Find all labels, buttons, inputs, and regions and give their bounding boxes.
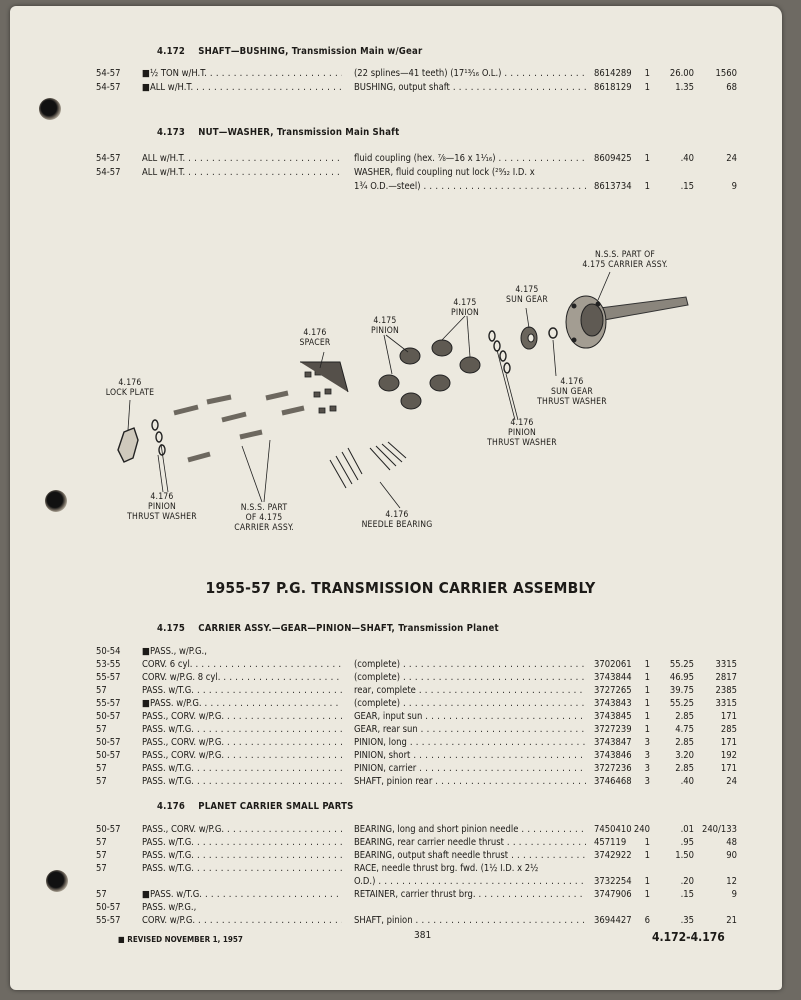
table-row — [0, 659, 801, 671]
total-cell: 9 — [731, 889, 737, 900]
table-row — [0, 685, 801, 697]
quantity-cell: 1 — [644, 82, 650, 93]
price-cell: 1.35 — [675, 82, 694, 93]
total-cell: 171 — [720, 711, 737, 722]
total-cell: 3315 — [715, 659, 737, 670]
application-cell: ■PASS., w/P.G., — [142, 646, 207, 657]
label-nss-carrier — [570, 250, 680, 270]
label-line: THRUST WASHER — [487, 438, 557, 448]
application-cell: PASS. w/T.G. . . . — [142, 763, 342, 774]
section-number: 4.173 — [157, 127, 186, 138]
total-cell: 171 — [720, 763, 737, 774]
price-cell: 55.25 — [669, 698, 694, 709]
price-cell: .20 — [680, 876, 694, 887]
year-cell: 55-57 — [96, 915, 121, 926]
total-cell: 24 — [726, 153, 737, 164]
section-number: 4.172 — [157, 46, 186, 57]
application-cell: PASS. w/T.G. . . . — [142, 837, 342, 848]
price-cell: 2.85 — [675, 737, 694, 748]
part-number-cell: 3727236 — [594, 763, 632, 774]
label-line: 4.176 — [118, 378, 142, 388]
year-cell: 50-57 — [96, 750, 121, 761]
table-row — [0, 763, 801, 775]
spacer-drawing — [300, 362, 348, 413]
total-cell: 2385 — [715, 685, 737, 696]
part-number-cell: 8609425 — [594, 153, 632, 164]
application-cell: PASS., CORV. w/P.G. . . . — [142, 824, 342, 835]
description-cell: O.D.) . . . — [354, 876, 586, 887]
label-line: PINION — [370, 326, 400, 336]
year-cell: 50-57 — [96, 711, 121, 722]
label-line: SPACER — [299, 338, 331, 348]
label-line: PINION — [147, 502, 177, 512]
pinion-shafts-drawing — [174, 393, 304, 460]
year-cell: 54-57 — [96, 153, 121, 164]
description-cell: PINION, short . . . — [354, 750, 586, 761]
quantity-cell: 3 — [644, 737, 650, 748]
page-title: 1955-57 P.G. TRANSMISSION CARRIER ASSEMBLY — [205, 579, 596, 597]
description-cell: GEAR, input sun . . . — [354, 711, 586, 722]
application-cell: ■ALL w/H.T. . . . — [142, 82, 342, 93]
table-row — [0, 837, 801, 849]
table-row — [0, 889, 801, 901]
year-cell: 55-57 — [96, 698, 121, 709]
year-cell: 57 — [96, 850, 107, 861]
application-cell: ■½ TON w/H.T. . . . — [142, 68, 342, 79]
section-4175-heading — [157, 623, 499, 634]
description-cell: BEARING, rear carrier needle thrust . . . — [354, 837, 586, 848]
total-cell: 9 — [731, 181, 737, 192]
label-sun-gear — [500, 285, 554, 305]
quantity-cell: 1 — [644, 659, 650, 670]
label-lock-plate — [98, 378, 162, 398]
application-cell: ■PASS. w/T.G. . . . — [142, 889, 342, 900]
table-row — [0, 863, 801, 875]
table-row — [0, 876, 801, 888]
total-cell: 90 — [726, 850, 737, 861]
part-number-cell: 457119 — [594, 837, 627, 848]
label-line: 4.176 — [510, 418, 534, 428]
carrier-shaft-drawing — [566, 296, 688, 348]
label-line: NEEDLE BEARING — [361, 520, 433, 530]
label-line: SUN GEAR — [551, 387, 593, 397]
description-cell: PINION, long . . . — [354, 737, 586, 748]
description-cell: BEARING, output shaft needle thrust . . . — [354, 850, 586, 861]
price-cell: .95 — [680, 837, 694, 848]
application-cell: PASS. w/T.G. . . . — [142, 863, 342, 874]
part-number-cell: 3746468 — [594, 776, 632, 787]
year-cell: 57 — [96, 776, 107, 787]
table-row — [0, 824, 801, 836]
total-cell: 285 — [720, 724, 737, 735]
description-cell: 1¾ O.D.—steel) . . . — [354, 181, 586, 192]
label-line: 4.176 — [150, 492, 174, 502]
section-subtitle: Transmission Main Shaft — [276, 127, 400, 138]
label-line: 4.175 — [373, 316, 397, 326]
quantity-cell: 1 — [644, 153, 650, 164]
description-cell: BEARING, long and short pinion needle . . . — [354, 824, 586, 835]
quantity-cell: 1 — [644, 850, 650, 861]
description-cell: (22 splines—41 teeth) (17¹³⁄₁₆ O.L.) . . . — [354, 68, 586, 79]
price-cell: .15 — [680, 889, 694, 900]
quantity-cell: 1 — [644, 889, 650, 900]
price-cell: 55.25 — [669, 659, 694, 670]
pinions-drawing — [379, 340, 480, 409]
quantity-cell: 240 — [633, 824, 650, 835]
year-cell: 50-57 — [96, 824, 121, 835]
quantity-cell: 1 — [644, 724, 650, 735]
description-cell: WASHER, fluid coupling nut lock (²⁹⁄₃₂ I.D. x — [354, 167, 535, 178]
description-cell: RACE, needle thrust brg. fwd. (1½ I.D. x 2½ — [354, 863, 539, 874]
application-cell: PASS. w/T.G. . . . — [142, 724, 342, 735]
label-pinion-lower — [360, 316, 410, 336]
year-cell: 54-57 — [96, 68, 121, 79]
label-line: 4.175 — [453, 298, 477, 308]
label-line: N.S.S. PART — [240, 503, 288, 513]
table-row — [0, 902, 801, 914]
price-cell: .01 — [680, 824, 694, 835]
price-cell: 39.75 — [669, 685, 694, 696]
label-line: 4.176 — [303, 328, 327, 338]
total-cell: 1560 — [715, 68, 737, 79]
application-cell: CORV. w/P.G. . . . — [142, 915, 342, 926]
table-row — [0, 646, 801, 658]
application-cell: PASS. w/T.G. . . . — [142, 685, 342, 696]
application-cell: CORV. 6 cyl. . . . — [142, 659, 342, 670]
year-cell: 50-57 — [96, 737, 121, 748]
label-pinion-thrust-washer-left — [120, 492, 204, 522]
table-row — [0, 915, 801, 927]
application-cell: PASS., CORV. w/P.G. . . . — [142, 737, 342, 748]
table-row — [0, 698, 801, 710]
description-cell: (complete) . . . — [354, 672, 586, 683]
application-cell: PASS. w/T.G. . . . — [142, 850, 342, 861]
description-cell: SHAFT, pinion . . . — [354, 915, 586, 926]
total-cell: 240/133 — [701, 824, 737, 835]
quantity-cell: 1 — [644, 711, 650, 722]
application-cell: CORV. w/P.G. 8 cyl. . . . — [142, 672, 342, 683]
total-cell: 21 — [726, 915, 737, 926]
total-cell: 171 — [720, 737, 737, 748]
year-cell: 53-55 — [96, 659, 121, 670]
year-cell: 54-57 — [96, 167, 121, 178]
application-cell: PASS. w/P.G., — [142, 902, 197, 913]
year-cell: 54-57 — [96, 82, 121, 93]
description-cell: (complete) . . . — [354, 659, 586, 670]
description-cell: GEAR, rear sun . . . — [354, 724, 586, 735]
part-number-cell: 3732254 — [594, 876, 632, 887]
label-line: LOCK PLATE — [105, 388, 155, 398]
description-cell: rear, complete . . . — [354, 685, 586, 696]
part-number-cell: 3694427 — [594, 915, 632, 926]
table-row — [0, 850, 801, 862]
quantity-cell: 1 — [644, 685, 650, 696]
part-number-cell: 3727239 — [594, 724, 632, 735]
section-subtitle: Transmission Planet — [398, 623, 499, 634]
part-number-cell: 8614289 — [594, 68, 632, 79]
year-cell: 57 — [96, 837, 107, 848]
total-cell: 192 — [720, 750, 737, 761]
label-line: 4.176 — [560, 377, 584, 387]
lock-plate-drawing — [118, 428, 138, 462]
total-cell: 12 — [726, 876, 737, 887]
table-row — [0, 724, 801, 736]
label-line: THRUST WASHER — [537, 397, 607, 407]
quantity-cell: 6 — [644, 915, 650, 926]
year-cell: 50-54 — [96, 646, 121, 657]
application-cell: PASS., CORV. w/P.G. . . . — [142, 711, 342, 722]
section-title: CARRIER ASSY.—GEAR—PINION—SHAFT, — [198, 623, 395, 634]
quantity-cell: 1 — [644, 672, 650, 683]
table-row — [0, 776, 801, 788]
quantity-cell: 1 — [644, 837, 650, 848]
part-number-cell: 3727265 — [594, 685, 632, 696]
part-number-cell: 3743846 — [594, 750, 632, 761]
year-cell: 55-57 — [96, 672, 121, 683]
part-number-cell: 3742922 — [594, 850, 632, 861]
label-nss-small-parts — [222, 503, 306, 533]
description-cell: fluid coupling (hex. ⅞—16 x 1¹⁄₁₆) . . . — [354, 153, 586, 164]
price-cell: .35 — [680, 915, 694, 926]
application-cell: ■PASS. w/P.G. . . . — [142, 698, 342, 709]
label-pinion-upper — [440, 298, 490, 318]
quantity-cell: 1 — [644, 698, 650, 709]
description-cell: PINION, carrier . . . — [354, 763, 586, 774]
label-line: PINION — [507, 428, 537, 438]
application-cell: PASS. w/T.G. . . . — [142, 776, 342, 787]
table-row — [0, 711, 801, 723]
sun-gear-drawing — [521, 327, 557, 349]
year-cell: 57 — [96, 724, 107, 735]
application-cell: ALL w/H.T. . . . — [142, 167, 342, 178]
part-number-cell: 8618129 — [594, 82, 632, 93]
section-range: 4.172-4.176 — [652, 930, 725, 944]
label-needle-bearing — [350, 510, 444, 530]
part-number-cell: 3702061 — [594, 659, 632, 670]
year-cell: 57 — [96, 685, 107, 696]
section-subtitle: Transmission Main w/Gear — [291, 46, 423, 57]
quantity-cell: 3 — [644, 776, 650, 787]
quantity-cell: 3 — [644, 763, 650, 774]
section-number: 4.176 — [157, 801, 186, 812]
section-title: PLANET CARRIER SMALL PARTS — [198, 801, 354, 812]
part-number-cell: 8613734 — [594, 181, 632, 192]
price-cell: 26.00 — [669, 68, 694, 79]
price-cell: 46.95 — [669, 672, 694, 683]
description-cell: (complete) . . . — [354, 698, 586, 709]
price-cell: 2.85 — [675, 711, 694, 722]
label-line: N.S.S. PART OF — [594, 250, 656, 260]
section-title: SHAFT—BUSHING, — [198, 46, 289, 57]
label-pinion-thrust-washer-right — [480, 418, 564, 448]
price-cell: .15 — [680, 181, 694, 192]
price-cell: 1.50 — [675, 850, 694, 861]
label-line: SUN GEAR — [506, 295, 548, 305]
label-line: 4.175 — [515, 285, 539, 295]
page-number: 381 — [414, 930, 432, 941]
quantity-cell: 1 — [644, 181, 650, 192]
price-cell: .40 — [680, 153, 694, 164]
total-cell: 24 — [726, 776, 737, 787]
table-row — [0, 750, 801, 762]
label-sun-gear-thrust-washer — [530, 377, 614, 407]
price-cell: 3.20 — [675, 750, 694, 761]
quantity-cell: 1 — [644, 68, 650, 79]
label-line: OF 4.175 — [245, 513, 283, 523]
price-cell: 2.85 — [675, 763, 694, 774]
description-cell: RETAINER, carrier thrust brg. . . . — [354, 889, 586, 900]
label-line: CARRIER ASSY. — [234, 523, 294, 533]
section-number: 4.175 — [157, 623, 186, 634]
label-line: PINION — [450, 308, 480, 318]
table-row — [0, 672, 801, 684]
part-number-cell: 3743845 — [594, 711, 632, 722]
price-cell: .40 — [680, 776, 694, 787]
total-cell: 3315 — [715, 698, 737, 709]
label-spacer — [290, 328, 340, 348]
label-line: THRUST WASHER — [127, 512, 197, 522]
year-cell: 57 — [96, 863, 107, 874]
table-row — [0, 737, 801, 749]
application-cell: ALL w/H.T. . . . — [142, 153, 342, 164]
part-number-cell: 3743844 — [594, 672, 632, 683]
label-line: 4.175 CARRIER ASSY. — [582, 260, 668, 270]
section-4176-heading — [157, 801, 353, 812]
description-cell: SHAFT, pinion rear . . . — [354, 776, 586, 787]
part-number-cell: 3743847 — [594, 737, 632, 748]
year-cell: 57 — [96, 763, 107, 774]
application-cell: PASS., CORV. w/P.G. . . . — [142, 750, 342, 761]
quantity-cell: 3 — [644, 750, 650, 761]
section-title: NUT—WASHER, — [198, 127, 274, 138]
total-cell: 2817 — [715, 672, 737, 683]
part-number-cell: 7450410 — [594, 824, 632, 835]
part-number-cell: 3743843 — [594, 698, 632, 709]
description-cell: BUSHING, output shaft . . . — [354, 82, 586, 93]
label-line: 4.176 — [385, 510, 409, 520]
part-number-cell: 3747906 — [594, 889, 632, 900]
price-cell: 4.75 — [675, 724, 694, 735]
year-cell: 50-57 — [96, 902, 121, 913]
year-cell: 57 — [96, 889, 107, 900]
needle-bearing-drawing — [330, 442, 406, 488]
total-cell: 48 — [726, 837, 737, 848]
quantity-cell: 1 — [644, 876, 650, 887]
revision-note: ■ REVISED NOVEMBER 1, 1957 — [118, 935, 243, 944]
total-cell: 68 — [726, 82, 737, 93]
